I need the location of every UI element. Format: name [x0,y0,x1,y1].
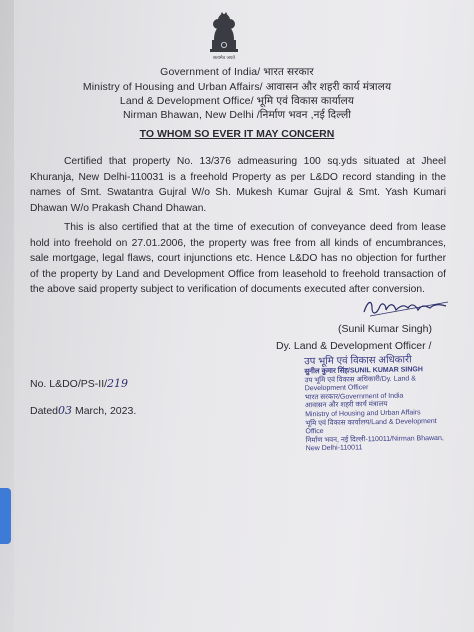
stamp-line-5: आवासन और शहरी कार्य मंत्रालय [304,401,388,410]
stamp-line-2: सुनील कुमार सिंह/SUNIL KUMAR SINGH [304,366,423,376]
stamp-line-7: भूमि एवं विकास कार्यालय/Land & Development Office [305,417,437,436]
stamp-line-8: निर्माण भवन, नई दिल्ली-110011/Nirman Bhawan, New Delhi-110011 [305,434,444,453]
reference-number [30,377,128,390]
date-prefix: Dated [30,405,59,417]
issue-date [30,404,136,417]
blue-clip [0,488,11,544]
reference-handwritten-number: 219 [107,377,129,390]
emblem-caption: सत्यमेव जयते [212,56,236,61]
signatory-designation: Dy. Land & Development Officer / [276,340,432,352]
handwritten-signature [360,296,450,320]
stamp-line-3: उप भूमि एवं विकास अधिकारी/Dy. Land & Development Officer [304,374,416,393]
date-day: 03 [58,404,73,417]
national-emblem-icon [208,10,240,62]
date-rest: March, 2023. [74,405,137,417]
stamp-line-4: भारत सरकार/Government of India [304,392,404,402]
header-government: Government of India/ भारत सरकार [160,66,314,78]
signatory-name: (Sunil Kumar Singh) [338,323,432,335]
document-title: TO WHOM SO EVER IT MAY CONCERN [139,128,335,140]
stamp-line-1: उप भूमि एवं विकास अधिकारी [304,354,412,368]
stamp-line-6: Ministry of Housing and Urban Affairs [305,409,421,419]
header-ministry: Ministry of Housing and Urban Affairs/ आवासन और शहरी कार्य मंत्रालय [82,81,392,93]
reference-prefix: No. L&DO/PS-II/ [30,378,108,390]
header-address: Nirman Bhawan, New Delhi /निर्माण भवन ,नई दिल्ली [122,109,352,121]
paragraph-certification: Certified that property No. 13/376 admeasuring 100 sq.yds situated at Jheel Khuranja, New Delhi-110031 is a freehold Property as per L&DO record standing in the names of Smt. Swatantra Gujral W/o Sh. Mukesh Kumar Gujral & Smt. Yash Kumari Dhawan W/o Prakash Chand Dhawan. [30,156,446,214]
paragraph-noc: This is also certified that at the time of execution of conveyance deed from lease hold into freehold on 27.01.2006, the property was free from all kinds of encumbrances, sale mortgage, legal flaws, court injunctions etc. Hence L&DO has no objection for further of the property by Land and Development Office from leasehold to freehold transaction of the above said property subject to verification of documents executed after conversion. [30,222,446,295]
header-office: Land & Development Office/ भूमि एवं विकास कार्यालय [119,95,355,107]
official-stamp [304,354,456,455]
